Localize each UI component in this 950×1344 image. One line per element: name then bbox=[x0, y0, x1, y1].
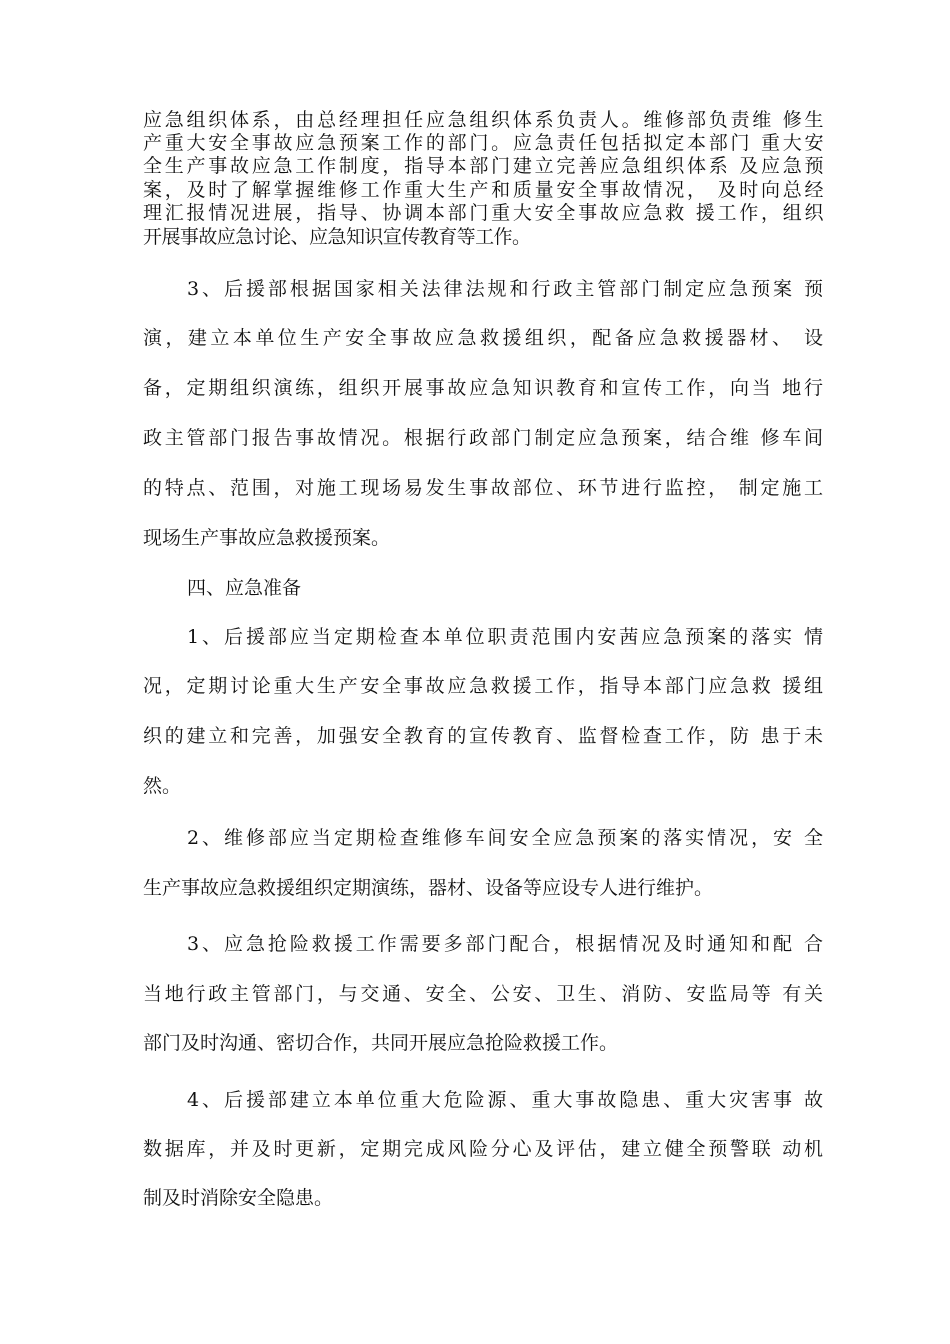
text-line: 3、后援部根据国家相关法律法规和行政主管部门制定应急预案 预 bbox=[187, 278, 823, 300]
section-heading: 四、应急准备 bbox=[187, 577, 302, 599]
text-line: 3、应急抢险救援工作需要多部门配合，根据情况及时通知和配 合 bbox=[187, 933, 823, 955]
text-line: 1、后援部应当定期检查本单位职责范围内安茜应急预案的落实 情 bbox=[187, 626, 823, 648]
text-line: 织的建立和完善，加强安全教育的宣传教育、监督检查工作，防 患于未 bbox=[143, 725, 823, 747]
text-line: 的特点、范围，对施工现场易发生事故部位、环节进行监控， 制定施工 bbox=[143, 477, 823, 499]
text-line: 全生产事故应急工作制度，指导本部门建立完善应急组织体系 及应急预 bbox=[143, 155, 823, 177]
text-line: 案，及时了解掌握维修工作重大生产和质量安全事故情况， 及时向总经 bbox=[143, 179, 823, 201]
text-line: 生产事故应急救援组织定期演练，器材、设备等应设专人进行维护。 bbox=[143, 877, 714, 899]
text-line: 数据库，并及时更新，定期完成风险分心及评估，建立健全预警联 动机 bbox=[143, 1138, 823, 1160]
text-line: 4、后援部建立本单位重大危险源、重大事故隐患、重大灾害事 故 bbox=[187, 1089, 823, 1111]
text-line: 部门及时沟通、密切合作，共同开展应急抢险救援工作。 bbox=[143, 1032, 619, 1054]
text-line: 况，定期讨论重大生产安全事故应急救援工作，指导本部门应急救 援组 bbox=[143, 675, 823, 697]
text-line: 然。 bbox=[143, 775, 182, 797]
text-line: 现场生产事故应急救援预案。 bbox=[143, 527, 391, 549]
text-line: 备，定期组织演练，组织开展事故应急知识教育和宣传工作，向当 地行 bbox=[143, 377, 823, 399]
text-line: 政主管部门报告事故情况。根据行政部门制定应急预案，结合维 修车间 bbox=[143, 427, 823, 449]
text-line: 制及时消除安全隐患。 bbox=[143, 1187, 334, 1209]
text-line: 演，建立本单位生产安全事故应急救援组织，配备应急救援器材、 设 bbox=[143, 327, 823, 349]
text-line: 当地行政主管部门，与交通、安全、公安、卫生、消防、安监局等 有关 bbox=[143, 983, 823, 1005]
text-line: 理汇报情况进展，指导、协调本部门重大安全事故应急救 援工作，组织 bbox=[143, 202, 823, 224]
text-line: 2、维修部应当定期检查维修车间安全应急预案的落实情况，安 全 bbox=[187, 827, 823, 849]
text-line: 开展事故应急讨论、应急知识宣传教育等工作。 bbox=[143, 226, 531, 248]
text-line: 产重大安全事故应急预案工作的部门。应急责任包括拟定本部门 重大安 bbox=[143, 132, 823, 154]
text-line: 应急组织体系，由总经理担任应急组织体系负责人。维修部负责维 修生 bbox=[143, 109, 823, 131]
